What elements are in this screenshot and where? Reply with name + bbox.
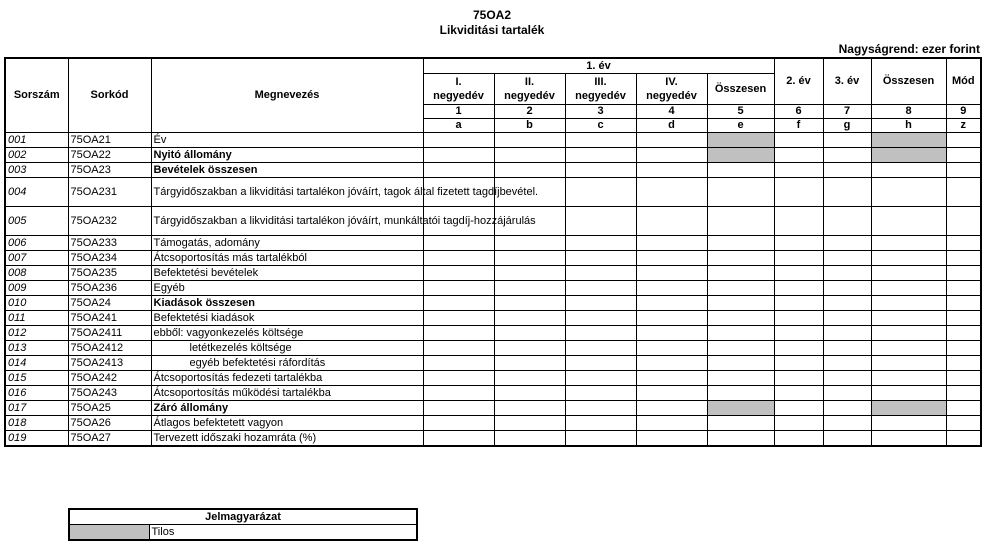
value-cell[interactable] xyxy=(636,401,707,416)
row-sorszam: 018 xyxy=(5,416,68,431)
col-megnevezes: Megnevezés xyxy=(151,58,423,133)
value-cell[interactable] xyxy=(565,207,636,236)
table-row xyxy=(5,326,981,341)
value-cell[interactable] xyxy=(707,386,774,401)
value-cell[interactable] xyxy=(494,326,565,341)
value-cell[interactable] xyxy=(494,281,565,296)
value-cell[interactable] xyxy=(565,163,636,178)
value-cell[interactable] xyxy=(494,371,565,386)
value-cell[interactable] xyxy=(946,341,981,356)
value-cell[interactable] xyxy=(946,416,981,431)
value-cell[interactable] xyxy=(423,133,494,148)
value-cell[interactable] xyxy=(636,371,707,386)
value-cell[interactable] xyxy=(871,326,946,341)
column-number: 7 xyxy=(823,105,871,119)
row-sorkod: 75OA2413 xyxy=(68,356,151,371)
value-cell[interactable] xyxy=(423,416,494,431)
value-cell[interactable] xyxy=(823,207,871,236)
value-cell[interactable] xyxy=(494,163,565,178)
value-cell[interactable] xyxy=(707,296,774,311)
value-cell[interactable] xyxy=(423,386,494,401)
row-sorszam: 005 xyxy=(5,207,68,236)
row-sorkod: 75OA235 xyxy=(68,266,151,281)
col-sorkod: Sorkód xyxy=(68,58,151,133)
value-cell[interactable] xyxy=(707,416,774,431)
value-cell[interactable] xyxy=(946,401,981,416)
column-number: 3 xyxy=(565,105,636,119)
table-row xyxy=(5,371,981,386)
value-cell[interactable] xyxy=(774,401,823,416)
value-cell[interactable] xyxy=(946,266,981,281)
value-cell[interactable] xyxy=(774,416,823,431)
value-cell[interactable] xyxy=(823,386,871,401)
row-sorkod: 75OA23 xyxy=(68,163,151,178)
value-cell[interactable] xyxy=(871,207,946,236)
value-cell[interactable] xyxy=(774,356,823,371)
value-cell[interactable] xyxy=(494,356,565,371)
value-cell[interactable] xyxy=(946,296,981,311)
unit-label: Nagyságrend: ezer forint xyxy=(838,42,980,56)
row-megnevezes: Befektetési bevételek xyxy=(151,266,423,281)
value-cell[interactable] xyxy=(823,311,871,326)
table-row xyxy=(5,401,981,416)
column-number: 6 xyxy=(774,105,823,119)
table-row xyxy=(5,416,981,431)
column-letter: f xyxy=(774,119,823,133)
value-cell[interactable] xyxy=(774,251,823,266)
row-megnevezes: letétkezelés költsége xyxy=(151,341,423,356)
value-cell[interactable] xyxy=(636,178,707,207)
value-cell[interactable] xyxy=(494,148,565,163)
value-cell[interactable] xyxy=(636,431,707,447)
value-cell[interactable] xyxy=(423,236,494,251)
value-cell[interactable] xyxy=(423,371,494,386)
row-sorszam: 019 xyxy=(5,431,68,447)
value-cell[interactable] xyxy=(565,148,636,163)
value-cell[interactable] xyxy=(946,281,981,296)
value-cell[interactable] xyxy=(774,236,823,251)
row-megnevezes: Záró állomány xyxy=(151,401,423,416)
column-letter: g xyxy=(823,119,871,133)
disabled-cell xyxy=(707,133,774,148)
value-cell[interactable] xyxy=(946,311,981,326)
row-sorkod: 75OA232 xyxy=(68,207,151,236)
value-cell[interactable] xyxy=(707,251,774,266)
col-ev2: 2. év xyxy=(774,58,823,105)
value-cell[interactable] xyxy=(871,416,946,431)
value-cell[interactable] xyxy=(423,401,494,416)
row-sorkod: 75OA21 xyxy=(68,133,151,148)
value-cell[interactable] xyxy=(423,163,494,178)
column-number: 1 xyxy=(423,105,494,119)
column-letter: e xyxy=(707,119,774,133)
row-sorszam: 007 xyxy=(5,251,68,266)
value-cell[interactable] xyxy=(823,296,871,311)
value-cell[interactable] xyxy=(823,178,871,207)
value-cell[interactable] xyxy=(565,386,636,401)
value-cell[interactable] xyxy=(565,341,636,356)
value-cell[interactable] xyxy=(823,416,871,431)
value-cell[interactable] xyxy=(774,148,823,163)
value-cell[interactable] xyxy=(707,326,774,341)
value-cell[interactable] xyxy=(707,431,774,447)
value-cell[interactable] xyxy=(871,311,946,326)
value-cell[interactable] xyxy=(946,163,981,178)
value-cell[interactable] xyxy=(774,431,823,447)
form-title: Likviditási tartalék xyxy=(439,23,545,37)
value-cell[interactable] xyxy=(946,251,981,266)
row-sorszam: 008 xyxy=(5,266,68,281)
row-sorszam: 010 xyxy=(5,296,68,311)
value-cell[interactable] xyxy=(774,311,823,326)
legend-tilos-label: Tilos xyxy=(149,525,417,541)
row-megnevezes: Átcsoportosítás működési tartalékba xyxy=(151,386,423,401)
value-cell[interactable] xyxy=(946,133,981,148)
value-cell[interactable] xyxy=(423,281,494,296)
table-row xyxy=(5,311,981,326)
value-cell[interactable] xyxy=(494,296,565,311)
row-sorkod: 75OA243 xyxy=(68,386,151,401)
table-row xyxy=(5,133,981,148)
value-cell[interactable] xyxy=(871,386,946,401)
value-cell[interactable] xyxy=(871,281,946,296)
row-sorszam: 006 xyxy=(5,236,68,251)
value-cell[interactable] xyxy=(494,251,565,266)
value-cell[interactable] xyxy=(636,281,707,296)
value-cell[interactable] xyxy=(565,401,636,416)
value-cell[interactable] xyxy=(707,207,774,236)
value-cell[interactable] xyxy=(707,341,774,356)
value-cell[interactable] xyxy=(946,207,981,236)
table-row xyxy=(5,236,981,251)
col-q1: I. negyedév xyxy=(423,74,494,105)
table-row xyxy=(5,207,981,236)
data-table xyxy=(4,57,982,447)
row-megnevezes: Átcsoportosítás fedezeti tartalékba xyxy=(151,371,423,386)
disabled-cell xyxy=(871,401,946,416)
value-cell[interactable] xyxy=(423,356,494,371)
value-cell[interactable] xyxy=(774,341,823,356)
row-sorkod: 75OA2412 xyxy=(68,341,151,356)
table-row xyxy=(5,163,981,178)
value-cell[interactable] xyxy=(871,236,946,251)
value-cell[interactable] xyxy=(823,341,871,356)
table-row xyxy=(5,356,981,371)
row-megnevezes: ebből: vagyonkezelés költsége xyxy=(151,326,423,341)
value-cell[interactable] xyxy=(636,341,707,356)
value-cell[interactable] xyxy=(494,311,565,326)
value-cell[interactable] xyxy=(494,266,565,281)
column-number: 9 xyxy=(946,105,981,119)
row-megnevezes: Tárgyidőszakban a likviditási tartalékon jóváírt, tagok által fizetett tagdíjbevétel. xyxy=(151,178,423,207)
value-cell[interactable] xyxy=(423,266,494,281)
value-cell[interactable] xyxy=(774,207,823,236)
value-cell[interactable] xyxy=(565,266,636,281)
row-megnevezes: Kiadások összesen xyxy=(151,296,423,311)
col-ev1: 1. év xyxy=(423,58,774,74)
value-cell[interactable] xyxy=(565,133,636,148)
value-cell[interactable] xyxy=(565,236,636,251)
value-cell[interactable] xyxy=(423,251,494,266)
row-megnevezes: Támogatás, adomány xyxy=(151,236,423,251)
column-letter: h xyxy=(871,119,946,133)
row-sorkod: 75OA234 xyxy=(68,251,151,266)
value-cell[interactable] xyxy=(494,133,565,148)
value-cell[interactable] xyxy=(823,266,871,281)
value-cell[interactable] xyxy=(774,133,823,148)
legend-table xyxy=(68,508,418,541)
value-cell[interactable] xyxy=(871,251,946,266)
table-row xyxy=(5,281,981,296)
column-letter: d xyxy=(636,119,707,133)
col-q2: II. negyedév xyxy=(494,74,565,105)
value-cell[interactable] xyxy=(707,178,774,207)
value-cell[interactable] xyxy=(636,326,707,341)
value-cell[interactable] xyxy=(565,356,636,371)
col-osszesen-total: Összesen xyxy=(871,58,946,105)
value-cell[interactable] xyxy=(946,178,981,207)
value-cell[interactable] xyxy=(823,236,871,251)
table-row xyxy=(5,148,981,163)
value-cell[interactable] xyxy=(823,431,871,447)
value-cell[interactable] xyxy=(871,356,946,371)
value-cell[interactable] xyxy=(871,341,946,356)
col-sorszam: Sorszám xyxy=(5,58,68,133)
column-number: 8 xyxy=(871,105,946,119)
column-letter: a xyxy=(423,119,494,133)
col-q4: IV. negyedév xyxy=(636,74,707,105)
value-cell[interactable] xyxy=(636,148,707,163)
value-cell[interactable] xyxy=(823,133,871,148)
row-sorszam: 001 xyxy=(5,133,68,148)
column-number: 5 xyxy=(707,105,774,119)
value-cell[interactable] xyxy=(636,356,707,371)
value-cell[interactable] xyxy=(774,281,823,296)
row-sorkod: 75OA231 xyxy=(68,178,151,207)
disabled-cell xyxy=(871,148,946,163)
value-cell[interactable] xyxy=(871,431,946,447)
col-q3: III. negyedév xyxy=(565,74,636,105)
row-sorszam: 012 xyxy=(5,326,68,341)
row-megnevezes: Nyitó állomány xyxy=(151,148,423,163)
row-sorszam: 015 xyxy=(5,371,68,386)
value-cell[interactable] xyxy=(494,341,565,356)
value-cell[interactable] xyxy=(565,311,636,326)
column-number: 4 xyxy=(636,105,707,119)
value-cell[interactable] xyxy=(871,178,946,207)
legend-title: Jelmagyarázat xyxy=(69,509,417,525)
table-row xyxy=(5,296,981,311)
value-cell[interactable] xyxy=(565,431,636,447)
value-cell[interactable] xyxy=(707,163,774,178)
value-cell[interactable] xyxy=(494,416,565,431)
legend-gray-swatch xyxy=(69,525,149,541)
row-sorkod: 75OA236 xyxy=(68,281,151,296)
value-cell[interactable] xyxy=(774,266,823,281)
row-sorszam: 017 xyxy=(5,401,68,416)
value-cell[interactable] xyxy=(823,281,871,296)
value-cell[interactable] xyxy=(423,431,494,447)
value-cell[interactable] xyxy=(423,296,494,311)
value-cell[interactable] xyxy=(636,163,707,178)
value-cell[interactable] xyxy=(636,133,707,148)
value-cell[interactable] xyxy=(871,296,946,311)
value-cell[interactable] xyxy=(565,281,636,296)
value-cell[interactable] xyxy=(707,281,774,296)
value-cell[interactable] xyxy=(823,163,871,178)
table-row xyxy=(5,386,981,401)
row-sorszam: 014 xyxy=(5,356,68,371)
row-sorszam: 013 xyxy=(5,341,68,356)
row-sorszam: 003 xyxy=(5,163,68,178)
value-cell[interactable] xyxy=(871,266,946,281)
value-cell[interactable] xyxy=(774,371,823,386)
value-cell[interactable] xyxy=(946,371,981,386)
value-cell[interactable] xyxy=(946,326,981,341)
value-cell[interactable] xyxy=(565,296,636,311)
value-cell[interactable] xyxy=(423,326,494,341)
row-sorkod: 75OA233 xyxy=(68,236,151,251)
row-megnevezes: Tárgyidőszakban a likviditási tartalékon jóváírt, munkáltatói tagdíj-hozzájárulás xyxy=(151,207,423,236)
value-cell[interactable] xyxy=(565,326,636,341)
value-cell[interactable] xyxy=(946,148,981,163)
value-cell[interactable] xyxy=(946,386,981,401)
table-row xyxy=(5,431,981,447)
column-letter: z xyxy=(946,119,981,133)
row-sorszam: 009 xyxy=(5,281,68,296)
row-sorkod: 75OA242 xyxy=(68,371,151,386)
row-megnevezes: egyéb befektetési ráfordítás xyxy=(151,356,423,371)
row-sorszam: 002 xyxy=(5,148,68,163)
value-cell[interactable] xyxy=(823,148,871,163)
value-cell[interactable] xyxy=(946,236,981,251)
column-number: 2 xyxy=(494,105,565,119)
row-megnevezes: Egyéb xyxy=(151,281,423,296)
value-cell[interactable] xyxy=(636,207,707,236)
value-cell[interactable] xyxy=(636,311,707,326)
row-megnevezes: Év xyxy=(151,133,423,148)
value-cell[interactable] xyxy=(423,341,494,356)
row-sorszam: 016 xyxy=(5,386,68,401)
value-cell[interactable] xyxy=(823,356,871,371)
value-cell[interactable] xyxy=(636,296,707,311)
value-cell[interactable] xyxy=(423,148,494,163)
table-row xyxy=(5,178,981,207)
value-cell[interactable] xyxy=(636,236,707,251)
row-megnevezes: Átlagos befektetett vagyon xyxy=(151,416,423,431)
value-cell[interactable] xyxy=(871,163,946,178)
value-cell[interactable] xyxy=(494,431,565,447)
row-sorkod: 75OA241 xyxy=(68,311,151,326)
value-cell[interactable] xyxy=(494,236,565,251)
value-cell[interactable] xyxy=(823,251,871,266)
disabled-cell xyxy=(871,133,946,148)
row-sorkod: 75OA27 xyxy=(68,431,151,447)
value-cell[interactable] xyxy=(823,371,871,386)
row-megnevezes: Bevételek összesen xyxy=(151,163,423,178)
row-sorkod: 75OA26 xyxy=(68,416,151,431)
value-cell[interactable] xyxy=(774,178,823,207)
row-sorszam: 011 xyxy=(5,311,68,326)
value-cell[interactable] xyxy=(494,386,565,401)
value-cell[interactable] xyxy=(823,401,871,416)
disabled-cell xyxy=(707,401,774,416)
table-row xyxy=(5,251,981,266)
value-cell[interactable] xyxy=(636,386,707,401)
value-cell[interactable] xyxy=(565,371,636,386)
column-letter: c xyxy=(565,119,636,133)
value-cell[interactable] xyxy=(636,266,707,281)
form-code: 75OA2 xyxy=(472,8,512,22)
value-cell[interactable] xyxy=(707,311,774,326)
value-cell[interactable] xyxy=(774,386,823,401)
row-megnevezes: Átcsoportosítás más tartalékból xyxy=(151,251,423,266)
value-cell[interactable] xyxy=(494,401,565,416)
row-sorszam: 004 xyxy=(5,178,68,207)
value-cell[interactable] xyxy=(423,311,494,326)
row-sorkod: 75OA24 xyxy=(68,296,151,311)
value-cell[interactable] xyxy=(823,326,871,341)
value-cell[interactable] xyxy=(565,251,636,266)
value-cell[interactable] xyxy=(707,236,774,251)
column-letter: b xyxy=(494,119,565,133)
value-cell[interactable] xyxy=(636,251,707,266)
value-cell[interactable] xyxy=(565,178,636,207)
value-cell[interactable] xyxy=(707,266,774,281)
row-sorkod: 75OA2411 xyxy=(68,326,151,341)
value-cell[interactable] xyxy=(565,416,636,431)
value-cell[interactable] xyxy=(774,326,823,341)
table-row xyxy=(5,341,981,356)
col-osszesen: Összesen xyxy=(707,74,774,105)
value-cell[interactable] xyxy=(946,356,981,371)
col-ev3: 3. év xyxy=(823,58,871,105)
value-cell[interactable] xyxy=(707,371,774,386)
value-cell[interactable] xyxy=(774,296,823,311)
value-cell[interactable] xyxy=(707,356,774,371)
value-cell[interactable] xyxy=(774,163,823,178)
table-row xyxy=(5,266,981,281)
row-sorkod: 75OA25 xyxy=(68,401,151,416)
row-sorkod: 75OA22 xyxy=(68,148,151,163)
col-mod: Mód xyxy=(946,58,981,105)
value-cell[interactable] xyxy=(946,431,981,447)
row-megnevezes: Befektetési kiadások xyxy=(151,311,423,326)
value-cell[interactable] xyxy=(871,371,946,386)
disabled-cell xyxy=(707,148,774,163)
row-megnevezes: Tervezett időszaki hozamráta (%) xyxy=(151,431,423,447)
value-cell[interactable] xyxy=(636,416,707,431)
